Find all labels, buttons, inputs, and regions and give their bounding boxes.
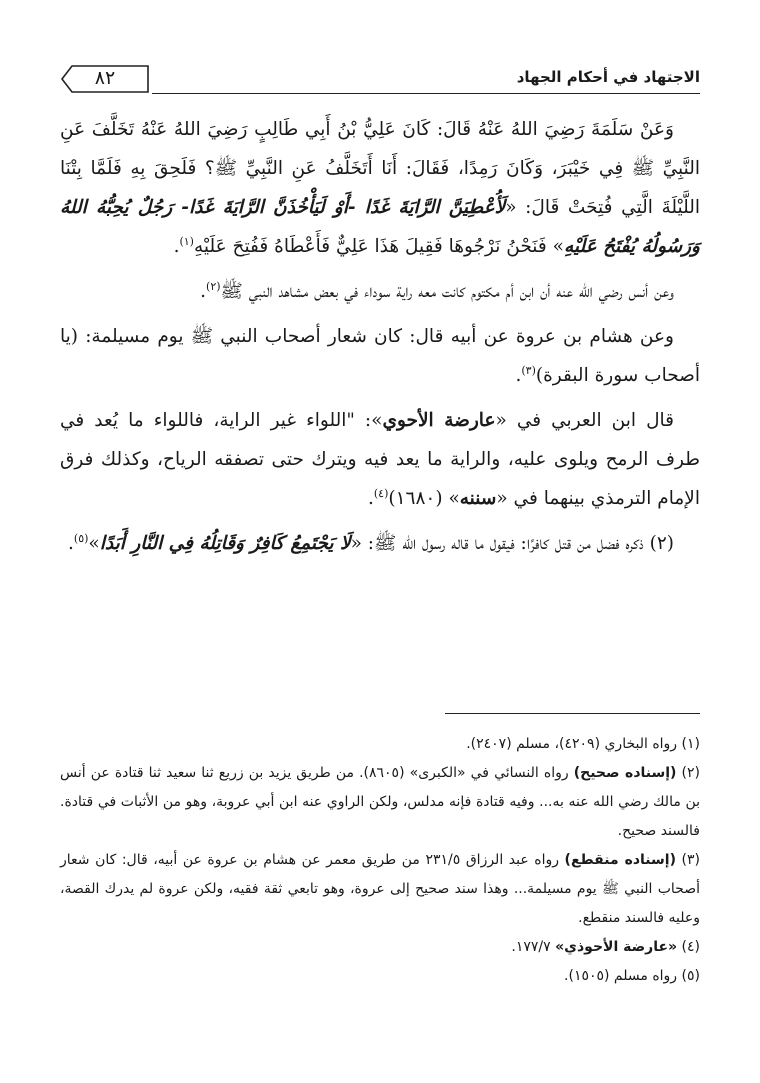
page-header	[60, 62, 700, 96]
paragraph-text: »: "اللواء غير الراية، فاللواء ما يُعد في طرف الرمح ويلوى عليه، والراية ما يعد فيه ويترك حتى تصفقه الرياح، وكذلك فرق الإمام الترمذي بينهما في «	[60, 410, 700, 509]
punctuation: .	[200, 281, 207, 302]
footnote-5	[60, 962, 700, 991]
footnote-book: «عارضة الأحوذي»	[555, 939, 678, 955]
footnote-2	[60, 759, 700, 846]
footnote-number: (٣)	[681, 852, 700, 868]
footnote-3	[60, 846, 700, 933]
book-name: سننه	[459, 488, 497, 509]
footnote-text: رواه مسلم (١٥٠٥).	[564, 968, 678, 984]
footnote-grading: (إسناده منقطع)	[564, 852, 676, 868]
footnote-number: (١)	[681, 736, 700, 752]
paragraph-ibn-arabi	[60, 401, 700, 518]
paragraph-anas	[60, 272, 700, 311]
paragraph-text: وَعَنْ سَلَمَةَ رَضِيَ اللهُ عَنْهُ قَالَ: كَانَ عَلِيُّ بْنُ أَبِي طَالِبٍ رَضِيَ اللهُ عَنْهُ تَخَلَّفَ عَنِ النَّبِيِّ ﷺ فِي خَيْبَرَ، وَكَانَ رَمِدًا، فَقَالَ: أَنَا أَتَخَلَّفُ عَنِ النَّبِيِّ ﷺ؟ فَلَحِقَ بِهِ فَلَمَّا بِتْنَا اللَّيْلَةَ الَّتِي فُتِحَتْ قَالَ: «	[60, 119, 700, 218]
paragraph-virtue-killing-kafir	[60, 524, 700, 563]
paragraph-salama-hadith	[60, 110, 700, 266]
punctuation: .	[173, 236, 180, 257]
hadith-quote: لَأُعْطِيَنَّ الرَّايَةَ غَدًا -أَوْ لَيَأْخُذَنَّ الرَّايَةَ غَدًا- رَجُلٌ يُحِبُّهُ اللهُ وَرَسُولُهُ يُفْتَحُ عَلَيْهِ	[60, 197, 700, 257]
paragraph-text: وعن هشام بن عروة عن أبيه قال: كان شعار أصحاب النبي ﷺ يوم مسيلمة: (يا أصحاب سورة البقرة)	[60, 326, 700, 386]
page-number-frame	[60, 64, 150, 92]
paragraph-text: »	[88, 533, 100, 554]
paragraph-text: وعن أنس رضي الله عنه أن ابن أم مكتوم كانت معه راية سوداء في بعض مشاهد النبي ﷺ	[220, 281, 674, 302]
footnote-grading: (إسناده صحيح)	[573, 765, 677, 781]
footnote-number: (٤)	[681, 939, 700, 955]
header-rule	[152, 93, 700, 94]
paragraph-text: » فَنَحْنُ نَرْجُوهَا فَقِيلَ هَذَا عَلِيٌّ فَأَعْطَاهُ فَفُتِحَ عَلَيْهِ	[193, 236, 564, 257]
paragraph-hisham	[60, 317, 700, 395]
footnote-number: (٢)	[681, 765, 700, 781]
footnote-ref[interactable]: (٣)	[521, 363, 536, 377]
footnote-1	[60, 730, 700, 759]
book-name: عارضة الأحوي	[382, 410, 496, 431]
paragraph-text: (٢) ذكره فضل من قتل كافرًا: فيقول ما قاله رسول الله ﷺ: «	[350, 533, 674, 554]
footnote-ref[interactable]: (٢)	[206, 279, 221, 293]
main-text	[60, 110, 700, 569]
page-number: ٨٢	[94, 67, 116, 89]
footnotes	[60, 730, 700, 991]
punctuation: .	[68, 533, 74, 554]
punctuation: .	[367, 488, 374, 509]
footnote-text: رواه عبد الرزاق ٢٣١/٥ من طريق معمر عن هشام بن عروة عن أبيه، قال: كان شعار أصحاب النبي ﷺ يوم مسيلمة... وهذا سند صحيح إلى عروة، وهو تابعي ثقة فقيه، ولكن عروة لم يدرك القصة، وعليه فالسند منقطع.	[60, 852, 700, 926]
footnote-ref[interactable]: (١)	[179, 234, 194, 248]
footnote-4	[60, 933, 700, 962]
hadith-quote: لَا يَجْتَمِعُ كَافِرٌ وَقَاتِلُهُ فِي النَّارِ أَبَدًا	[99, 533, 351, 554]
paragraph-text: » (١٦٨٠)	[388, 488, 460, 509]
footnote-divider	[445, 713, 700, 714]
footnote-ref[interactable]: (٥)	[73, 531, 89, 545]
paragraph-text: قال ابن العربي في «	[495, 410, 674, 431]
book-title: الاجتهاد في أحكام الجهاد	[516, 68, 700, 86]
punctuation: .	[515, 365, 522, 386]
footnote-ref[interactable]: (٤)	[373, 486, 389, 500]
footnote-number: (٥)	[681, 968, 700, 984]
footnote-text: رواه النسائي في «الكبرى» (٨٦٠٥). من طريق يزيد بن زريع ثنا سعيد ثنا قتادة عن أنس بن مالك رضي الله عنه به... وفيه قتادة فإنه مدلس، ولكن الراوي عنه ابن أبي عروبة، وهو من الأثبات في قتادة. فالسند صحيح.	[60, 765, 700, 839]
footnote-text: ١٧٧/٧.	[511, 939, 556, 955]
footnote-text: رواه البخاري (٤٢٠٩)، مسلم (٢٤٠٧).	[466, 736, 678, 752]
